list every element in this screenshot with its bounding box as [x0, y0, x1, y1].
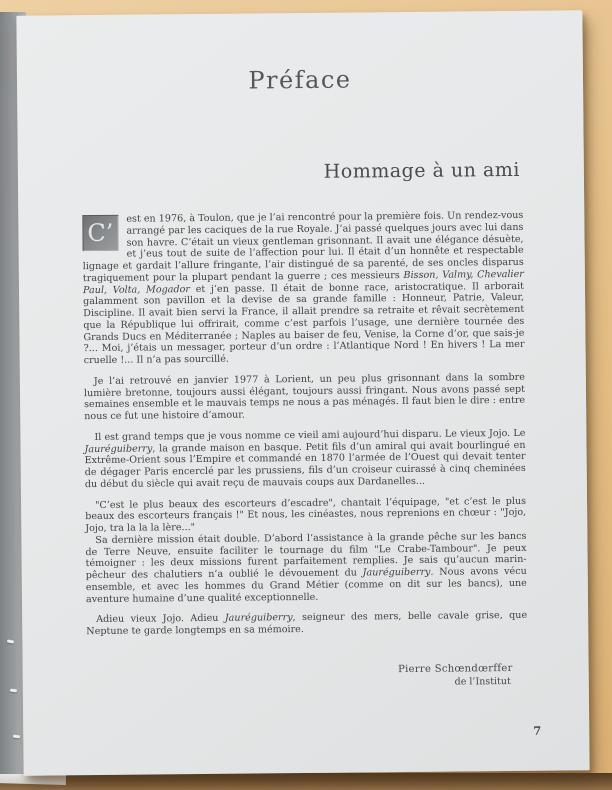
- text-run: Je l’ai retrouvé en janvier 1977 à Lorient, un peu plus grisonnant dans la sombre lumière bretonne, toujours aussi élégant, toujours aussi fringant. Nous avons passé sept semaines ensemble et le mauvais temps ne nous a pas ménagés. Il faut bien le dire : entre nous ce fut une histoire d’amour.: [83, 371, 526, 423]
- text-run: "C’est le plus beaux des escorteurs d’escadre", chantait l’équipage, "et c’est le plus beaux des escorteurs français !" Et nous, les cinéastes, nous reprenions en chœur : "Jojo, Jojo, tra la la la lère...": [85, 495, 527, 535]
- paragraph: [85, 531, 527, 606]
- paragraph: [82, 210, 524, 367]
- ship-name-italic: Jauréguiberry: [84, 442, 153, 455]
- signature-name: Pierre Schœndœrffer: [398, 663, 513, 676]
- text-run: , seigneur des mers, belle cavale grise, que Neptune te garde longtemps en sa mémoire.: [86, 610, 528, 638]
- signature-block: [398, 663, 513, 688]
- ship-name-italic: Bisson, Valmy, Chevalier Paul, Volta, Mogador: [82, 268, 524, 296]
- ship-name-italic: Jauréguiberry: [224, 612, 293, 625]
- paragraph: [86, 610, 527, 638]
- text-run: est en 1976, à Toulon, que je l’ai rencontré pour la première fois. Un rendez-vous arrangé par les caciques de la rue Royale. J’ai passé quelques jours avec lui dans son havre. C’était un vieux gentleman grisonnant. Il avait une élégance désuète, et j’eus tout de suite de l’affection pour lui. Il était d’un honnête et respectable lignage et gardait l’allure fringante, l’air distingué de sa parenté, de ses oncles disparus tragiquement pour la plupart pendant la guerre ; ces messieurs: [82, 209, 524, 284]
- text-run: Sa dernière mission était double. D’abord l’assistance à la grande pêche sur les bancs de Terre Neuve, ensuite faciliter le tournage du film "Le Crabe-Tambour". Je peux témoigner : les deux missions furent parfaitement remplies. Je sais qu’aucun marin-pêcheur des chalutiers n’a oublié le dévouement du: [85, 530, 527, 582]
- text-run: Il est grand temps que je vous nomme ce vieil ami aujourd’hui disparu. Le vieux Jojo. Le: [94, 427, 526, 443]
- paragraph: [84, 428, 526, 491]
- text-run: Adieu vieux Jojo. Adieu: [96, 613, 225, 626]
- text-run: . Nous avons vécu ensemble, et avec les hommes du Grand Métier (comme on dit sur les bancs), une aventure humaine d’une qualité exceptionnelle.: [85, 565, 527, 605]
- text-run: et j’en passe. Il était de bonne race, aristocratique. Il arborait galamment son pavillon et la devise de sa grande famille : Honneur, Patrie, Valeur, Discipline. Il avait bien servi la France, il allait prendre sa retraite et rêvait secrètement que la République lui offrirait, comme c’est parfois l’usage, une dernière tournée des Grands Ducs en Méditerranée ; Naples au baiser de feu, Venise, la Corne d’or, que sais-je ?... Moi, j’étais un messager, porteur d’un ordre : l’Atlantique Nord ! En hivers ! La mer cruelle !... Il n’a pas sourcillé.: [83, 280, 525, 367]
- page-subtitle: Hommage à un ami: [323, 158, 520, 183]
- signature-role: de l’Institut: [454, 675, 511, 688]
- page-title: Préface: [248, 65, 352, 95]
- binding-stitch: [13, 735, 20, 739]
- text-run: , la grande maison en basque. Petit fils d’un amiral qui avait bourlingué en Extrême-Orient sous l’Empire et commandé en 1870 l’armée de l’Ouest qui devait tenter de dégager Paris encerclé par les prussiens, fils d’un croiseur cuirassé à cinq cheminées du début du siècle qui avait reçu de mauvais coups aux Dardanelles...: [84, 439, 526, 490]
- paragraph: [84, 372, 525, 423]
- book-page: [16, 10, 589, 775]
- paragraph: [85, 495, 526, 534]
- page-number: 7: [533, 723, 542, 738]
- preface-body: [82, 210, 527, 638]
- table-surface-shadow: [0, 773, 612, 790]
- ship-name-italic: Jauréguiberry: [362, 566, 431, 579]
- dropcap-initial: C’: [82, 215, 118, 251]
